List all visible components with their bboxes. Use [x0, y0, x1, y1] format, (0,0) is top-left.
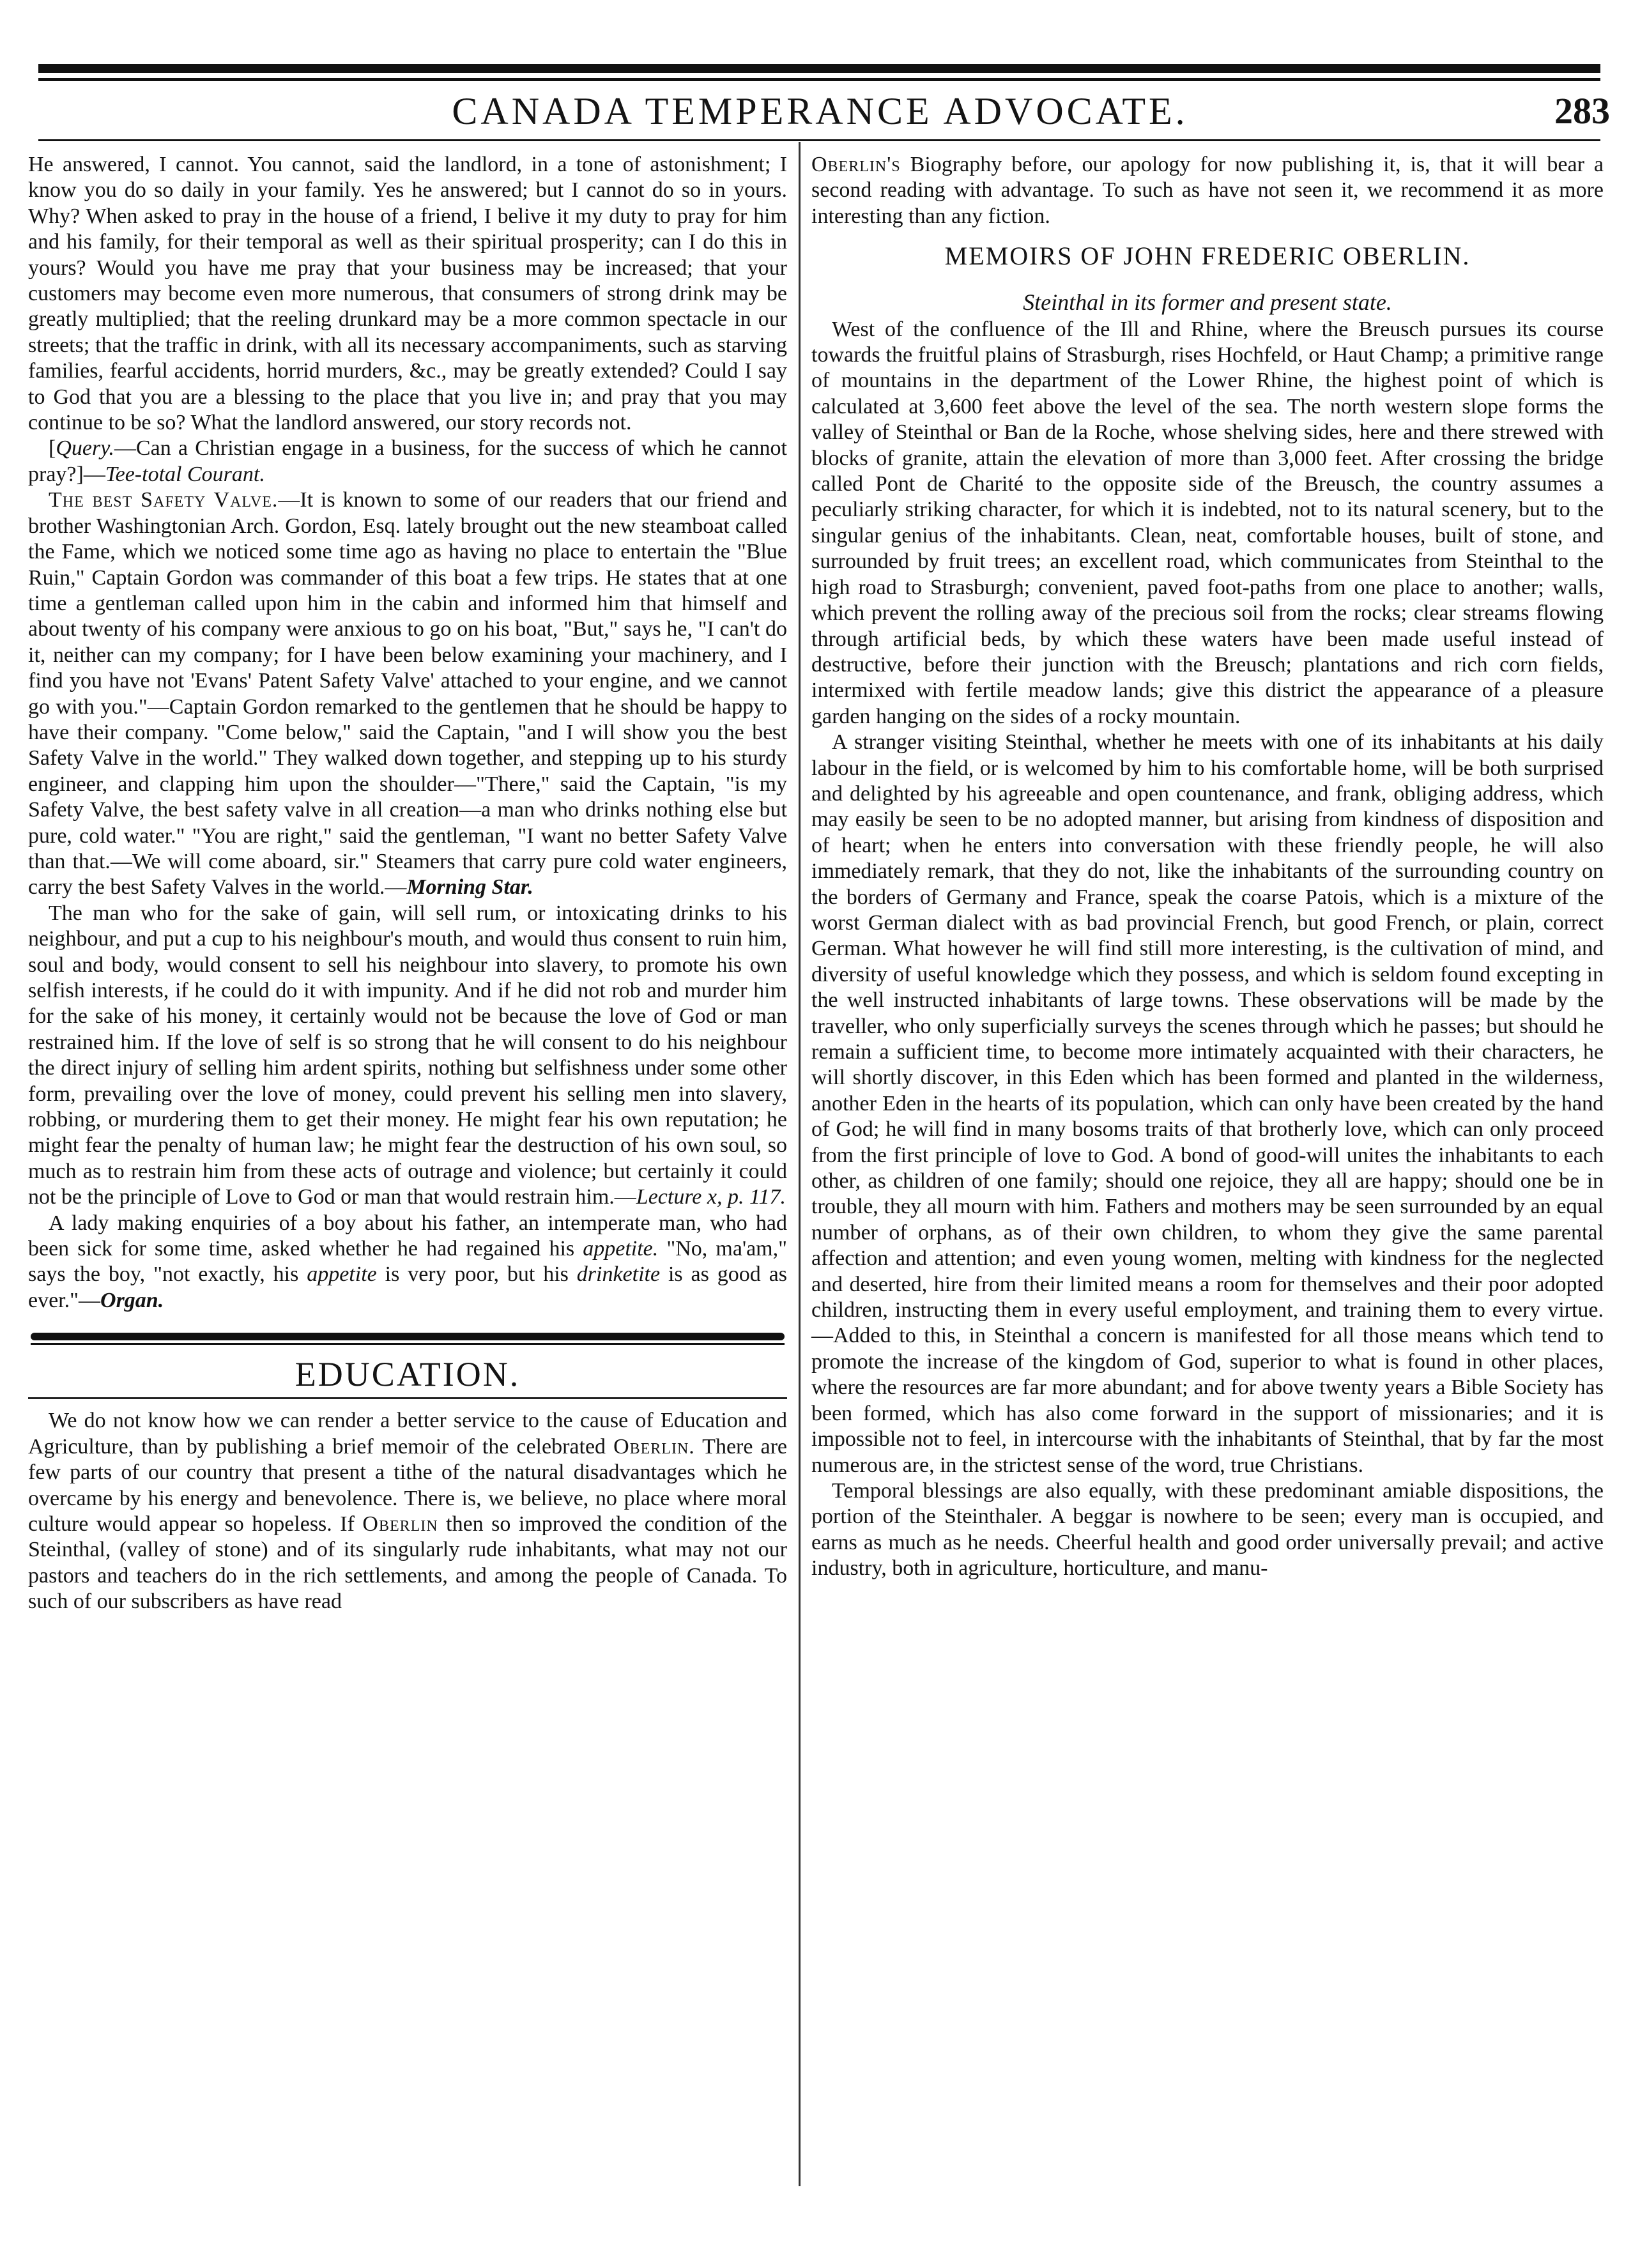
education-paragraph [28, 1408, 787, 1614]
header-thin-rule [38, 78, 1600, 81]
appetite-text-d: is as good as ever."— [28, 1262, 787, 1312]
right-column [811, 152, 1604, 1582]
safety-valve-source: Morning Star. [406, 875, 533, 900]
appetite-text-c: is very poor, but his [376, 1262, 577, 1287]
memoir-subtitle: Steinthal in its former and present state. [1023, 289, 1392, 316]
intro-body: Biography before, our apology for now publishing it, is, that it will bear a second reading with advantage. To such as have not seen it, we recommend it as more interesting than any fiction. [811, 153, 1604, 228]
appetite-text-b: "No, ma'am," says the boy, "not exactly, his [28, 1237, 787, 1287]
drinketite-word: drinketite [576, 1262, 661, 1287]
header-bottom-rule [38, 139, 1600, 141]
page-number: 283 [1554, 90, 1610, 132]
appetite-paragraph [28, 1211, 787, 1314]
education-text-c: then so improved the condition of the Steinthal, (valley of stone) and of its singularly rude inhabitants, what may not our pastors and teachers do in the rich settlements, and among the people of Canada. To such of our subscribers as have read [28, 1512, 787, 1614]
query-label: Query. [56, 436, 114, 461]
appetite-source: Organ. [100, 1288, 164, 1312]
memoir-title: MEMOIRS OF JOHN FREDERIC OBERLIN. [944, 241, 1471, 271]
rum-seller-paragraph [28, 901, 787, 1211]
education-text-a: We do not know how we can render a better service to the cause of Education and Agriculture, than by publishing a brief memoir of the celebrated [28, 1409, 787, 1459]
header-thick-rule [38, 64, 1600, 73]
intro-paragraph [811, 152, 1604, 229]
section-thick-rule [31, 1333, 785, 1340]
appetite-word: appetite. [583, 1237, 659, 1261]
steinthal-paragraph-2: A stranger visiting Steinthal, whether he meets with one of its inhabitants at his daily labour in the field, or is welcomed by him to his comfortable home, will be both surprised and delighted by his agreeable and open countenance, and frank, obliging address, which may easily be seen to be no adopted manner, but arising from kindness of disposition and of heart; when he enters into conversation with these friendly people, he will also immediately remark, that they do not, like the inhabitants of the surrounding country on the borders of Germany and France, speak the coarse Patois, which is a mixture of the worst German dialect with as bad provincial French, but good French, or plain, correct German. What however he will find still more interesting, is the cultivation of mind, and diversity of useful knowledge which they possess, and which is seldom found excepting in the well instructed inhabitants of large towns. These observations will be made by the traveller, who only superficially surveys the scenes through which he passes; but should he remain a sufficient time, to become more intimately acquainted with their characters, he will shortly discover, in this Eden which has been formed and planted in the wilderness, another Eden in the hearts of its population, which can only have been created by the hand of God; he will find in many bosoms traits of that brotherly love, which can only proceed from the first principle of love to God. A bond of good-will unites the inhabitants to each other, as children of one family; should one rejoice, they all are happy; should one be in trouble, they all mourn with him. Fathers and mothers may be seen surrounded by an equal number of orphans, as of their own children, to whom they give the same parental affection and attention; and even young women, melting with kindness for the neglected and deserted, hire from their limited means a room for themselves and their poor adopted children, instructing them in every useful employment, and training them to every virtue.—Added to this, in Steinthal a concern is manifested for all those means which tend to promote the increase of the kingdom of God, superior to what is found in other places, where the resources are far more abundant; and for above twenty years a Bible Society has been formed, which has also come forward in the support of missionaries; and it is impossible not to feel, in intercourse with the inhabitants of Steinthal, that by far the most numerous are, in the strictest sense of the word, true Christians. [811, 730, 1604, 1477]
education-heading-rule [28, 1397, 787, 1399]
landlord-paragraph: He answered, I cannot. You cannot, said the landlord, in a tone of astonishment; I know you do so daily in your family. Yes he answered; but I cannot do so in yours. Why? When asked to pray in the house of a friend, I belive it my duty to pray for him and his family, for their temporal as well as their spiritual prosperity; can I do this in yours? Would you have me pray that your business may be increased; that your customers may become even more numerous, that consumers of strong drink may be greatly multiplied; that the reeling drunkard may be a more common spectacle in our streets; that the traffic in drink, with all its necessary accompaniments, such as starving families, fearful accidents, horrid murders, &c., may be greatly extended? Could I say to God that you are a blessing to the place that you live in; and pray that you may continue to be so? What the landlord answered, our story records not. [28, 153, 787, 435]
appetite-text-a: A lady making enquiries of a boy about his father, an intemperate man, who had been sick for some time, asked whether he had regained his [28, 1211, 787, 1261]
education-text-b: There are few parts of our country that present a tithe of the natural disadvantages which he overcame by his energy and benevolence. There is, we believe, no place where moral culture would appear so hopeless. If [28, 1434, 787, 1536]
query-source: Tee-total Courant. [105, 462, 265, 486]
query-body: —Can a Christian engage in a business, for the success of which he cannot pray?]— [28, 436, 787, 486]
safety-valve-paragraph [28, 487, 787, 901]
steinthal-paragraph-3: Temporal blessings are also equally, with these predominant amiable dispositions, the portion of the Steinthaler. A beggar is nowhere to be seen; every man is occupied, and earns as much as he needs. Cheerful health and good order universally prevail; and active industry, both in agriculture, horticulture, and manu- [811, 1478, 1604, 1581]
column-divider [799, 142, 801, 2186]
oberlin-name: Oberlin. [613, 1434, 695, 1459]
rum-seller-source: Lecture x, p. 117. [636, 1185, 786, 1209]
education-heading: EDUCATION. [295, 1355, 521, 1394]
safety-valve-body: —It is known to some of our readers that our friend and brother Washingtonian Arch. Gordon, Esq. lately brought out the new steamboat called the Fame, which we noticed some time ago as having no place to entertain the "Blue Ruin," Captain Gordon was commander of this boat a few trips. He states that at one time a gentleman called upon him in the cabin and informed him that himself and about twenty of his company were anxious to go on his boat, "But," says he, "I can't do it, neither can my company; for I have been below examining your machinery, and I find you have not 'Evans' Patent Safety Valve' attached to your engine, and we cannot go with you."—Captain Gordon remarked to the gentlemen that he should be happy to have their company. "Come below," said the Captain, "and I will show you the best Safety Valve in the world." They walked down together, and stepping up to his sturdy engineer, and clapping him upon the shoulder—"There," said the Captain, "is my Safety Valve, the best safety valve in all creation—a man who drinks nothing else but pure, cold water." "You are right," said the gentleman, "I want no better Safety Valve than that.—We will come aboard, sir." Steamers that carry pure cold water engineers, carry the best Safety Valves in the world.— [28, 488, 787, 900]
oberlin-possessive: Oberlin's [811, 153, 901, 176]
rum-seller-body: The man who for the sake of gain, will sell rum, or intoxicating drinks to his neighbour, and put a cup to his neighbour's mouth, and would thus consent to ruin him, soul and body, would consent to sell his neighbour into slavery, to promote his own selfish interests, if he could do it with impunity. And if he did not rob and murder him for the sake of his money, it certainly would not be because the love of God or man restrained him. If the love of self is so strong that he will consent to do his neighbour the direct injury of selling him ardent spirits, nothing but selfishness under some other form, prevailing over the love of money, could prevent his selling men into slavery, robbing, or murdering them to get their money. He might fear his own reputation; he might fear the penalty of human law; he might fear the destruction of his own soul, so much as to restrain him from these acts of outrage and violence; but certainly it could not be the principle of Love to God or man that would restrain him.— [28, 901, 787, 1209]
left-column [28, 152, 787, 1615]
query-paragraph: [Query.—Can a Christian engage in a business, for the success of which he cannot pray?]—Tee-total Courant. [28, 436, 787, 486]
oberlin-name-2: Oberlin [362, 1512, 438, 1536]
running-title: CANADA TEMPERANCE ADVOCATE. [452, 90, 1188, 132]
steinthal-paragraph-1: West of the confluence of the Ill and Rhine, where the Breusch pursues its course towards the fruitful plains of Strasburgh, rises Hochfeld, or Haut Champ; a primitive range of mountains in the department of the Lower Rhine, the highest point of which is calculated at 3,600 feet above the level of the sea. The north western slope forms the valley of Steinthal or Ban de la Roche, whose shelving sides, here and there strewed with blocks of granite, attain the elevation of more than 3,000 feet. After crossing the bridge called Pont de Charité to the opposite side of the Breusch, the country assumes a peculiarly striking character, for which it is indebted, not to its natural scenery, but to the singular genius of the inhabitants. Clean, neat, comfortable houses, built of stone, and surrounded by fruit trees; an excellent road, which communicates from Steinthal to the high road to Strasburgh; convenient, paved foot-paths from one place to another; walls, which prevent the rolling away of the precious soil from the rocks; clear streams flowing through artificial beds, by which these waters have been made useful instead of destructive, before their junction with the Breusch; plantations and rich corn fields, intermixed with fertile meadow lands; give this district the appearance of a pleasure garden hanging on the sides of a rocky mountain. [811, 317, 1604, 728]
appetite-word-2: appetite [307, 1262, 377, 1287]
section-thin-rule [31, 1343, 785, 1345]
safety-valve-lead: The best Safety Valve. [49, 488, 279, 512]
